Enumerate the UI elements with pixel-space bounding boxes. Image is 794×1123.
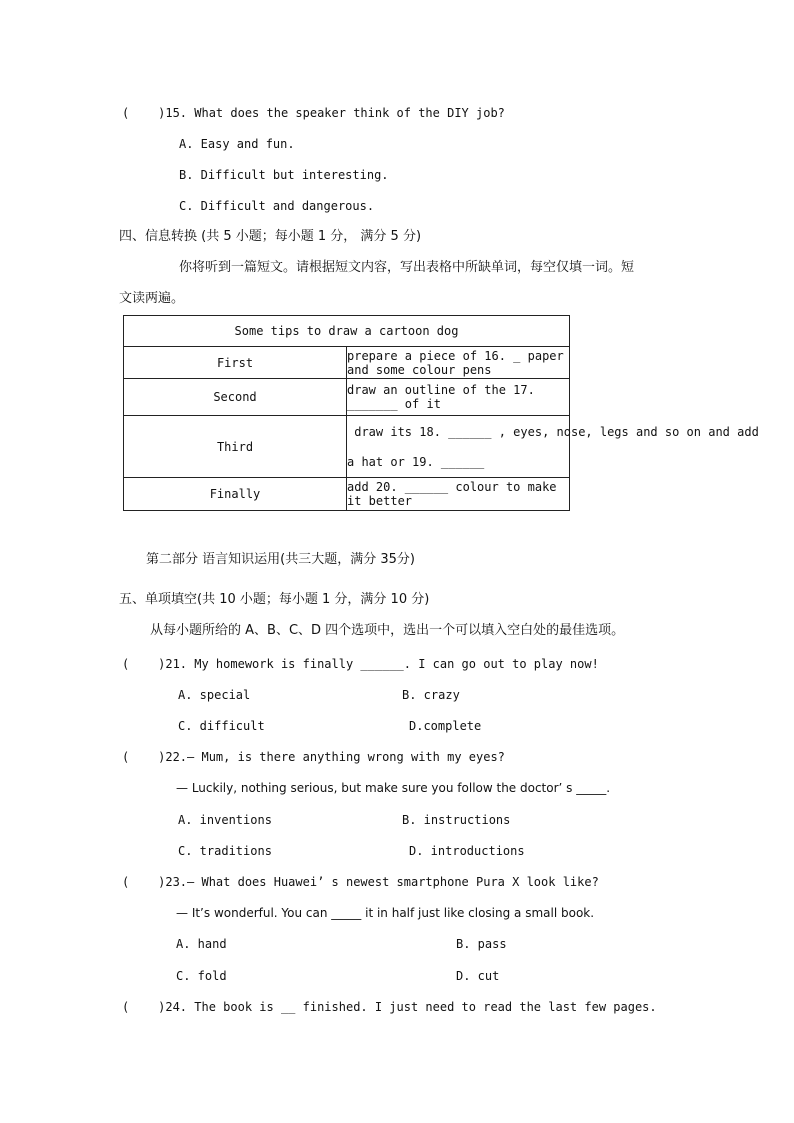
row-label: Second: [124, 379, 347, 416]
table-title: Some tips to draw a cartoon dog: [124, 316, 570, 347]
row-label: Third: [124, 416, 347, 478]
section5-instruction: 从每小题所给的 A、B、C、D 四个选项中，选出一个可以填入空白处的最佳选项。: [150, 623, 625, 638]
q22-stem: ( )22.— Mum, is there anything wrong with my eyes?: [122, 750, 505, 764]
q15-stem: ( )15. What does the speaker think of the DIY job?: [122, 106, 505, 120]
q21-option-c: C. difficult: [178, 719, 265, 733]
q21-option-d: D.complete: [409, 719, 482, 733]
tips-table: [123, 315, 759, 511]
row-text-line1: draw its 18. ______ , eyes, nose, legs and so on and add: [347, 424, 759, 439]
q23-option-a: A. hand: [176, 937, 227, 951]
q15-option-a: A. Easy and fun.: [179, 137, 295, 151]
table-row: [124, 379, 570, 416]
row-text-line2: a hat or 19. ______: [347, 454, 485, 469]
q23-option-d: D. cut: [456, 969, 500, 983]
q21-option-a: A. special: [178, 688, 251, 702]
q15-option-c: C. Difficult and dangerous.: [179, 199, 375, 213]
q15-option-b: B. Difficult but interesting.: [179, 168, 389, 182]
row-text: draw an outline of the 17. _______ of it: [347, 379, 570, 416]
table-row: [124, 416, 570, 478]
table-row: [124, 347, 570, 379]
q24-stem: ( )24. The book is __ finished. I just need to read the last few pages.: [122, 1000, 657, 1014]
section4-instruction-line2: 文读两遍。: [119, 291, 185, 306]
section4-heading: 四、信息转换 (共 5 小题；每小题 1 分， 满分 5 分): [119, 229, 422, 244]
q22-reply: — Luckily, nothing serious, but make sure you follow the doctor’ s _____.: [176, 781, 611, 795]
q22-option-a: A. inventions: [178, 813, 272, 827]
row-text: [347, 416, 759, 478]
row-label: Finally: [124, 478, 347, 511]
q23-option-c: C. fold: [176, 969, 227, 983]
q22-option-c: C. traditions: [178, 844, 272, 858]
q22-option-d: D. introductions: [409, 844, 525, 858]
part2-heading: 第二部分 语言知识运用(共三大题，满分 35分): [146, 552, 415, 567]
row-text: prepare a piece of 16. _ paper and some colour pens: [347, 347, 570, 379]
q21-stem: ( )21. My homework is finally ______. I can go out to play now!: [122, 657, 599, 671]
q23-reply: — It’s wonderful. You can _____ it in half just like closing a small book.: [176, 906, 595, 920]
q23-stem: ( )23.— What does Huawei’ s newest smartphone Pura X look like?: [122, 875, 599, 889]
q23-option-b: B. pass: [456, 937, 507, 951]
section4-instruction-line1: 你将听到一篇短文。请根据短文内容，写出表格中所缺单词，每空仅填一词。短: [179, 260, 635, 275]
q22-option-b: B. instructions: [402, 813, 511, 827]
table-row: [124, 478, 570, 511]
row-label: First: [124, 347, 347, 379]
q21-option-b: B. crazy: [402, 688, 460, 702]
row-text: add 20. ______ colour to make it better: [347, 478, 570, 511]
section5-heading: 五、单项填空(共 10 小题；每小题 1 分，满分 10 分): [119, 592, 430, 607]
